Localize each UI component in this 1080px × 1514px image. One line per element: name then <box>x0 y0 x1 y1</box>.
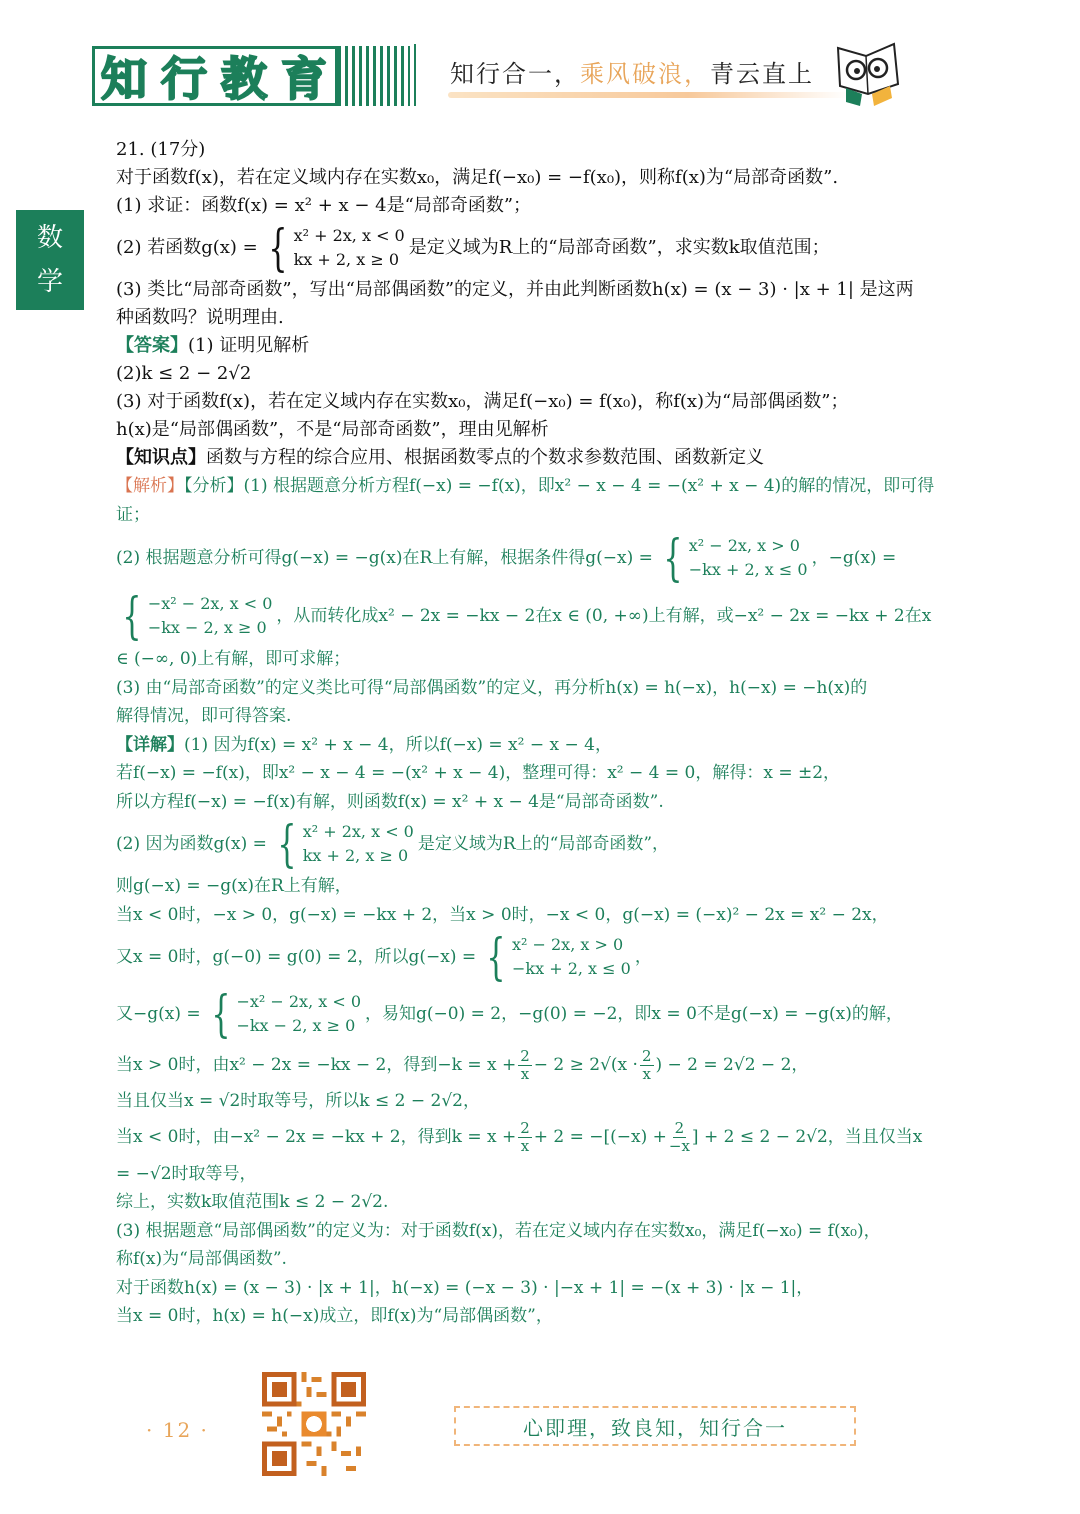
detail-line-9-prefix: 当x > 0时，由x² − 2x = −kx − 2，得到−k = x + <box>116 1054 517 1075</box>
fraction-numerator: 2 <box>520 1046 530 1065</box>
piecewise-case-1: −x² − 2x, x < 0 <box>147 594 273 613</box>
question-number: 21. (17分) <box>116 139 206 160</box>
analysis-tag: 【解析】 <box>116 476 184 496</box>
page-number: · 12 · <box>146 1418 209 1442</box>
piecewise-case-2: −kx − 2, x ≥ 0 <box>147 618 267 637</box>
piecewise-case-1: x² + 2x, x < 0 <box>302 822 414 841</box>
answer-tag: 【答案】 <box>116 335 188 356</box>
left-brace-icon: { <box>211 985 231 1043</box>
slogan-underline-decoration <box>448 92 848 98</box>
detail-line-12: = −√2时取等号， <box>116 1163 257 1184</box>
detail-line-5: 则g(−x) = −g(x)在R上有解， <box>116 876 352 896</box>
fraction-denominator: x <box>642 1064 651 1083</box>
logo-char-4: 育 <box>281 52 329 106</box>
question-part-1: (1) 求证：函数f(x) = x² + x − 4是“局部奇函数”； <box>116 195 532 216</box>
fraction-denominator: −x <box>668 1137 690 1155</box>
fraction <box>669 1120 690 1155</box>
detail-line-13: 综上，实数k取值范围k ≤ 2 − 2√2. <box>116 1192 389 1212</box>
slogan-part-3: 青云直上 <box>710 60 814 88</box>
fraction <box>518 1120 532 1155</box>
document-body <box>116 136 946 1331</box>
piecewise-g-neg-x-detail <box>480 928 631 986</box>
detail-text-1: (1) 因为f(x) = x² + x − 4，所以f(−x) = x² − x − 4， <box>184 734 612 755</box>
detail-line-8-prefix: 又−g(x) = <box>116 1003 201 1024</box>
knowledge-points <box>116 444 946 472</box>
detail-line-7-prefix: 又x = 0时，g(−0) = g(0) = 2，所以g(−x) = <box>116 946 477 967</box>
piecewise-g-x <box>271 815 414 873</box>
piecewise-case-1: x² − 2x, x > 0 <box>688 536 800 555</box>
answer-1: (1) 证明见解析 <box>188 335 310 356</box>
detail-line-11-suffix: ] + 2 ≤ 2 − 2√2，当且仅当x <box>691 1127 923 1148</box>
footer-motto: 心即理，致良知，知行合一 <box>454 1406 856 1446</box>
detail-line-4-prefix: (2) 因为函数g(x) = <box>116 833 267 854</box>
slogan-part-2: 乘风破浪， <box>580 60 710 88</box>
fraction-numerator: 2 <box>641 1046 652 1065</box>
left-brace-icon: { <box>122 587 142 645</box>
question-intro: 对于函数f(x)，若在定义域内存在实数x₀，满足f(−x₀) = −f(x₀)，则称f(x)为“局部奇函数”. <box>116 167 839 188</box>
analysis-text-1: (1) 根据题意分析方程f(−x) = −f(x)，即x² − x − 4 = −(x² + x − 4)的解的情况，即可得 <box>243 476 935 496</box>
piecewise-case-1: x² − 2x, x > 0 <box>511 935 624 954</box>
detail-line-1 <box>116 731 946 760</box>
logo-char-2: 行 <box>161 52 209 106</box>
analysis-line-7: 解得情况，即可得答案. <box>116 706 292 726</box>
fraction-numerator: 2 <box>674 1119 685 1137</box>
header-slogan <box>450 54 814 89</box>
slogan-part-1: 知行合一， <box>450 60 580 88</box>
logo-stripes-decoration <box>338 46 410 106</box>
detail-line-8 <box>116 985 946 1043</box>
detail-line-9-mid: − 2 ≥ 2√(x · <box>533 1054 638 1075</box>
detail-line-7-suffix: ， <box>634 946 652 967</box>
fraction-denominator: x <box>520 1137 530 1155</box>
knowledge-text: 函数与方程的综合应用、根据函数零点的个数求参数范围、函数新定义 <box>206 447 764 468</box>
question-part-3-line-2: 种函数吗？说明理由. <box>116 307 284 328</box>
detail-line-9 <box>116 1043 946 1087</box>
fraction-denominator: x <box>520 1064 530 1083</box>
detail-line-6: 当x < 0时，−x > 0，g(−x) = −kx + 2，当x > 0时，−x < 0，g(−x) = (−x)² − 2x = x² − 2x， <box>116 904 889 925</box>
detail-line-3: 所以方程f(−x) = −f(x)有解，则函数f(x) = x² + x − 4是“局部奇函数”. <box>116 791 664 812</box>
question-part-2 <box>116 220 946 276</box>
detail-line-9-suffix: ) − 2 = 2√2 − 2， <box>655 1054 809 1075</box>
subject-side-tab <box>16 210 84 310</box>
solution-analysis <box>116 472 946 1331</box>
header-divider <box>414 44 416 106</box>
piecewise-case-2: −kx + 2, x ≤ 0 <box>511 959 631 978</box>
detail-line-11-prefix: 当x < 0时，由−x² − 2x = −kx + 2，得到k = x + <box>116 1127 517 1148</box>
analysis-line-6: (3) 由“局部奇函数”的定义类比可得“局部偶函数”的定义，再分析h(x) = h(−x)，h(−x) = −h(x)的 <box>116 677 868 698</box>
analysis-line-4 <box>116 587 946 645</box>
detail-line-15: 称f(x)为“局部偶函数”. <box>116 1249 287 1269</box>
page-header <box>92 40 912 110</box>
detail-line-10: 当且仅当x = √2时取等号，所以k ≤ 2 − 2√2， <box>116 1091 480 1111</box>
piecewise-case-1: x² + 2x, x < 0 <box>293 226 405 245</box>
analysis-line-5: ∈ (−∞, 0)上有解，即可求解； <box>116 649 351 669</box>
knowledge-tag: 【知识点】 <box>116 447 206 468</box>
answer-2: (2)k ≤ 2 − 2√2 <box>116 363 252 384</box>
logo-char-3: 教 <box>221 52 269 106</box>
detail-tag: 【详解】 <box>116 734 184 755</box>
analysis-line-2: 证； <box>116 504 150 525</box>
detail-line-17: 当x = 0时，h(x) = h(−x)成立，即f(x)为“局部偶函数”， <box>116 1306 553 1326</box>
analysis-line-1 <box>116 472 946 501</box>
analysis-line-3 <box>116 529 946 587</box>
detail-line-4-suffix: 是定义域为R上的“局部奇函数”， <box>417 833 670 854</box>
piecewise-neg-g-x-detail <box>205 985 362 1043</box>
analysis-line-3-prefix: (2) 根据题意分析可得g(−x) = −g(x)在R上有解，根据条件得g(−x) = <box>116 547 653 568</box>
analysis-line-4-suffix: ，从而转化成x² − 2x = −kx − 2在x ∈ (0, +∞)上有解，或−x² − 2x = −kx + 2在x <box>276 605 932 626</box>
detail-line-8-suffix: ，易知g(−0) = 2，−g(0) = −2，即x = 0不是g(−x) = −g(x)的解， <box>365 1003 903 1024</box>
left-brace-icon: { <box>277 815 297 873</box>
detail-line-4 <box>116 816 946 872</box>
logo-char-1: 知 <box>101 52 149 106</box>
detail-line-16: 对于函数h(x) = (x − 3) · |x + 1|，h(−x) = (−x − 3) · |−x + 1| = −(x + 3) · |x − 1|， <box>116 1277 814 1298</box>
piecewise-definition <box>262 219 405 277</box>
left-brace-icon: { <box>268 219 288 277</box>
fraction-numerator: 2 <box>520 1119 530 1137</box>
side-tab-char-2: 学 <box>36 267 63 297</box>
left-brace-icon: { <box>486 928 506 986</box>
fraction <box>518 1048 532 1083</box>
detail-line-2: 若f(−x) = −f(x)，即x² − x − 4 = −(x² + x − 4)，整理可得：x² − 4 = 0，解得：x = ±2， <box>116 763 841 783</box>
book-mascot-icon <box>832 40 902 108</box>
piecewise-case-1: −x² − 2x, x < 0 <box>236 992 362 1011</box>
fraction <box>640 1048 654 1083</box>
piecewise-neg-g-x <box>116 587 273 645</box>
piecewise-case-2: −kx + 2, x ≤ 0 <box>688 560 808 579</box>
brand-logo <box>92 46 338 106</box>
answer-3-line-1: (3) 对于函数f(x)，若在定义域内存在实数x₀，满足f(−x₀) = f(x₀)，称f(x)为“局部偶函数”； <box>116 391 849 412</box>
detail-line-14: (3) 根据题意“局部偶函数”的定义为：对于函数f(x)，若在定义域内存在实数x₀，满足f(−x₀) = f(x₀)， <box>116 1220 881 1241</box>
piecewise-case-2: −kx − 2, x ≥ 0 <box>236 1016 356 1035</box>
analysis-sub-tag: 【分析】 <box>184 476 244 496</box>
answer-line-1 <box>116 332 946 360</box>
question-part-3-line-1: (3) 类比“局部奇函数”，写出“局部偶函数”的定义，并由此判断函数h(x) = (x − 3) · |x + 1| 是这两 <box>116 279 914 300</box>
analysis-line-3-suffix: ，−g(x) = <box>811 547 897 568</box>
piecewise-case-2: kx + 2, x ≥ 0 <box>293 250 399 269</box>
detail-line-11-mid: + 2 = −[(−x) + <box>533 1127 667 1148</box>
question-part-2-suffix: 是定义域为R上的“局部奇函数”，求实数k取值范围； <box>408 237 830 258</box>
side-tab-char-1: 数 <box>36 223 63 253</box>
piecewise-case-2: kx + 2, x ≥ 0 <box>302 846 409 865</box>
detail-line-11 <box>116 1116 946 1160</box>
question-part-2-prefix: (2) 若函数g(x) = <box>116 237 258 258</box>
detail-line-7 <box>116 929 946 985</box>
qr-code-icon <box>262 1372 366 1476</box>
piecewise-g-neg-x <box>657 529 808 587</box>
answer-3-line-2: h(x)是“局部偶函数”，不是“局部奇函数”，理由见解析 <box>116 419 549 440</box>
left-brace-icon: { <box>663 529 683 587</box>
